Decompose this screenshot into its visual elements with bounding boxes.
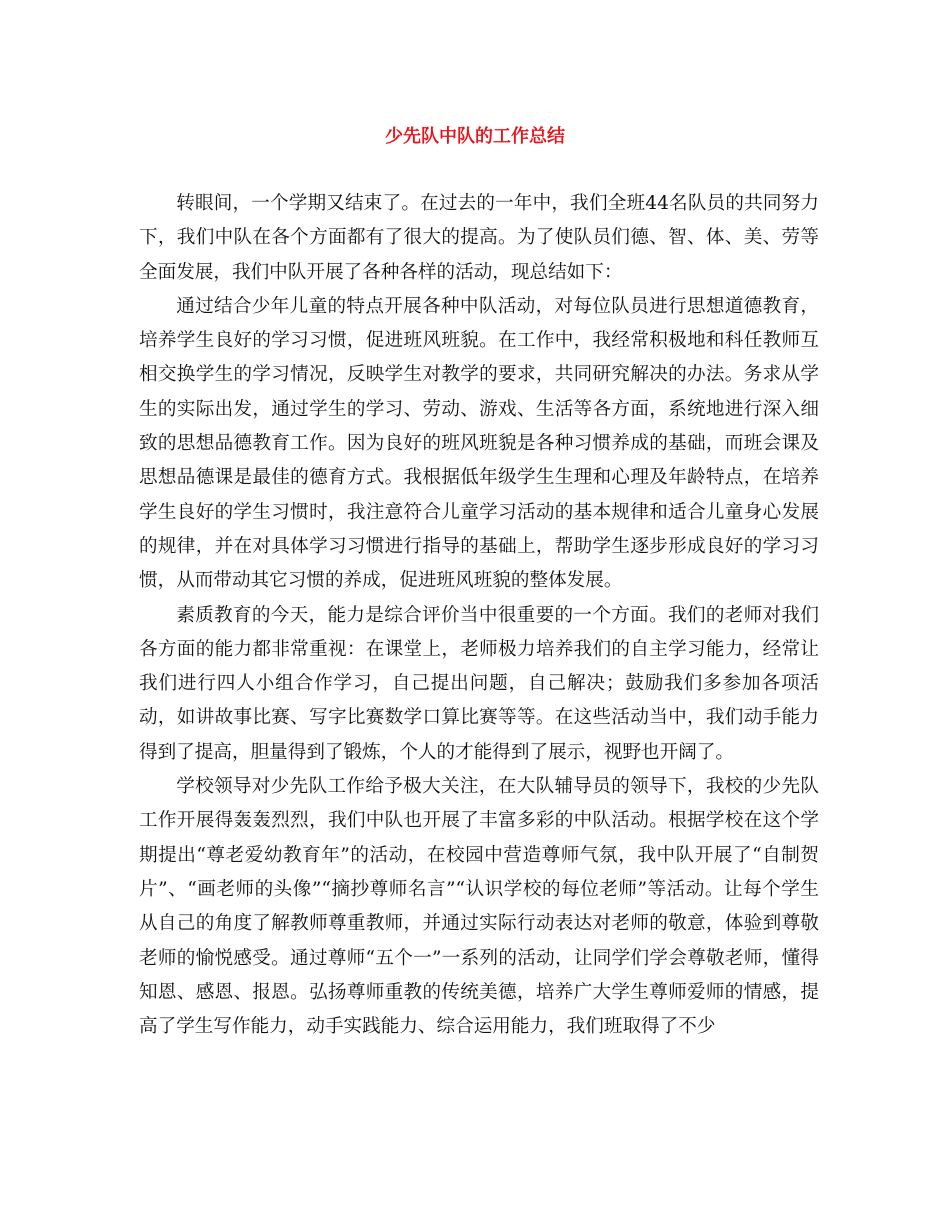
- paragraph-4: 学校领导对少先队工作给予极大关注，在大队辅导员的领导下，我校的少先队工作开展得轰轰烈烈，我们中队也开展了丰富多彩的中队活动。根据学校在这个学期提出“尊老爱幼教育年”的活动，在校园中营造尊师气氛，我中队开展了“自制贺片”、“画老师的头像”“摘抄尊师名言”“认识学校的每位老师”等活动。让每个学生从自己的角度了解教师尊重教师，并通过实际行动表达对老师的敬意，体验到尊敬老师的愉悦感受。通过尊师“五个一”一系列的活动，让同学们学会尊敬老师，懂得知恩、感恩、报恩。弘扬尊师重教的传统美德，培养广大学生尊师爱师的情感，提高了学生写作能力，动手实践能力、综合运用能力，我们班取得了不少: [139, 776, 819, 1038]
- document-title: 少先队中队的工作总结: [385, 126, 565, 147]
- document-body: [139, 187, 819, 1044]
- paragraph-3: 素质教育的今天，能力是综合评价当中很重要的一个方面。我们的老师对我们各方面的能力都非常重视：在课堂上，老师极力培养我们的自主学习能力，经常让我们进行四人小组合作学习，自己提出问题，自己解决；鼓励我们多参加各项活动，如讲故事比赛、写字比赛数学口算比赛等等。在这些活动当中，我们动手能力得到了提高，胆量得到了锻炼，个人的才能得到了展示，视野也开阔了。: [139, 604, 819, 763]
- paragraph-2: 通过结合少年儿童的特点开展各种中队活动，对每位队员进行思想道德教育，培养学生良好的学习习惯，促进班风班貌。在工作中，我经常积极地和科任教师互相交换学生的学习情况，反映学生对教学的要求，共同研究解决的办法。务求从学生的实际出发，通过学生的学习、劳动、游戏、生活等各方面，系统地进行深入细致的思想品德教育工作。因为良好的班风班貌是各种习惯养成的基础，而班会课及思想品德课是最佳的德育方式。我根据低年级学生生理和心理及年龄特点，在培养学生良好的学生习惯时，我注意符合儿童学习活动的基本规律和适合儿童身心发展的规律，并在对具体学习习惯进行指导的基础上，帮助学生逐步形成良好的学习习惯，从而带动其它习惯的养成，促进班风班貌的整体发展。: [139, 295, 819, 592]
- paragraph-1: 转眼间，一个学期又结束了。在过去的一年中，我们全班44名队员的共同努力下，我们中队在各个方面都有了很大的提高。为了使队员们德、智、体、美、劳等全面发展，我们中队开展了各种各样的活动，现总结如下：: [139, 193, 819, 283]
